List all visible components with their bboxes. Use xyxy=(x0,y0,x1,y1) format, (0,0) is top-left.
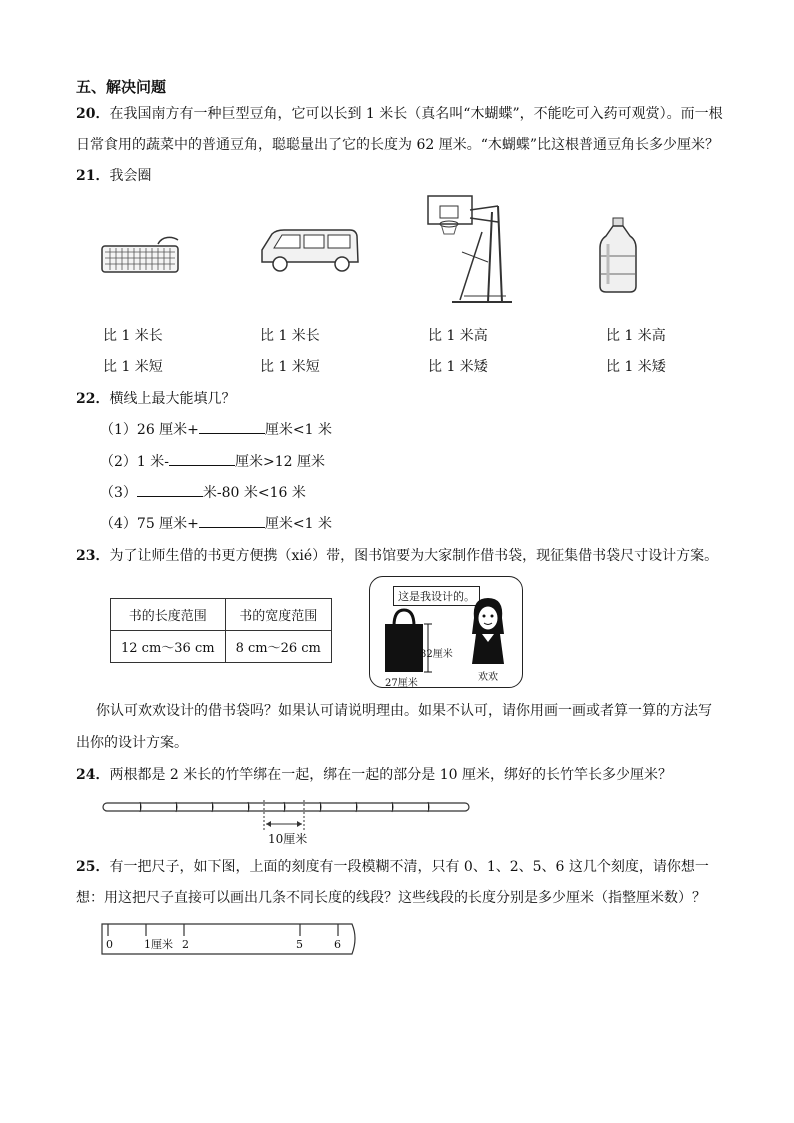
q22-item2-post: 厘米>12 厘米 xyxy=(235,454,325,470)
q20-text1: 在我国南方有一种巨型豆角，它可以长到 1 米长（真名叫“木蝴蝶”，不能吃可入药可观赏）。而一根 xyxy=(109,106,723,122)
ruler-label-6: 6 xyxy=(334,938,341,951)
q21-item1-opt1[interactable]: 比 1 米长 xyxy=(103,328,163,344)
q22-title-line xyxy=(76,388,756,408)
bag-width-label: 27厘米 xyxy=(385,678,418,689)
q22-item2-pre: （2）1 米- xyxy=(100,454,169,470)
q20-line1 xyxy=(76,103,756,123)
q21-item3-opt2[interactable]: 比 1 米矮 xyxy=(428,359,488,375)
overlap-length-label: 10厘米 xyxy=(268,832,308,846)
q22-item2 xyxy=(100,451,325,471)
table-header-length: 书的长度范围 xyxy=(111,599,226,631)
water-bottle-icon xyxy=(596,216,640,294)
q22-item4-blank[interactable] xyxy=(199,515,265,528)
tote-bag-icon xyxy=(382,608,442,676)
q23-body1: 你认可欢欢设计的借书袋吗？如果认可请说明理由。如果不认可，请你用画一画或者算一算的方法写 xyxy=(96,703,712,719)
q23-text1: 为了让师生借的书更方便携（xié）带，图书馆要为大家制作借书袋，现征集借书袋尺寸设计方案。 xyxy=(109,548,719,564)
q24-number: 24． xyxy=(76,767,110,783)
q24-line xyxy=(76,764,756,784)
q22-item4-pre: （4）75 厘米+ xyxy=(100,516,199,532)
ruler-diagram xyxy=(100,920,360,960)
q21-item2-opt2[interactable]: 比 1 米短 xyxy=(260,359,320,375)
q21-title-line xyxy=(76,165,756,185)
ruler-label-1: 1厘米 xyxy=(144,938,173,951)
table-cell-width: 8 cm～26 cm xyxy=(225,631,331,663)
q22-item1-blank[interactable] xyxy=(199,421,265,434)
speech-bubble: 这是我设计的。 xyxy=(393,586,480,606)
q25-text1: 有一把尺子，如下图，上面的刻度有一段模糊不清，只有 0、1、2、5、6 这几个刻度，请你想一 xyxy=(109,859,709,875)
q21-item4-opt2[interactable]: 比 1 米矮 xyxy=(606,359,666,375)
basketball-hoop-icon xyxy=(422,192,518,310)
q22-item3-blank[interactable] xyxy=(137,484,203,497)
q20-number: 20． xyxy=(76,106,110,122)
van-icon xyxy=(258,226,362,276)
q22-item1 xyxy=(100,419,332,439)
bag-height-label: 32厘米 xyxy=(420,649,453,660)
q20-text2: 日常食用的蔬菜中的普通豆角，聪聪量出了它的长度为 62 厘米。“木蝴蝶”比这根普通豆角长多少厘米？ xyxy=(76,137,720,153)
ruler-label-2: 2 xyxy=(182,938,189,951)
ruler-label-0: 0 xyxy=(106,938,113,951)
q25-text2: 想：用这把尺子直接可以画出几条不同长度的线段？这些线段的长度分别是多少厘米（指整厘米数）？ xyxy=(76,890,706,906)
q22-title: 横线上最大能填几？ xyxy=(109,391,236,407)
q24-text: 两根都是 2 米长的竹竿绑在一起，绑在一起的部分是 10 厘米，绑好的长竹竿长多少厘米？ xyxy=(109,767,673,783)
q22-item3-pre: （3） xyxy=(100,485,137,501)
q22-item3-post: 米-80 米<16 米 xyxy=(202,485,306,501)
q22-item1-post: 厘米<1 米 xyxy=(264,422,332,438)
q22-number: 22． xyxy=(76,391,110,407)
q22-item4-post: 厘米<1 米 xyxy=(264,516,332,532)
q25-number: 25． xyxy=(76,859,110,875)
keyboard-icon xyxy=(100,232,184,276)
q21-item2-opt1[interactable]: 比 1 米长 xyxy=(260,328,320,344)
q21-item3-opt1[interactable]: 比 1 米高 xyxy=(428,328,488,344)
book-size-table xyxy=(110,598,332,663)
q22-item3 xyxy=(100,482,306,502)
q25-line1 xyxy=(76,856,756,876)
q22-item1-pre: （1）26 厘米+ xyxy=(100,422,199,438)
section-title: 五、解决问题 xyxy=(76,78,167,96)
table-header-width: 书的宽度范围 xyxy=(225,599,331,631)
q21-number: 21． xyxy=(76,168,110,184)
ruler-label-5: 5 xyxy=(296,938,303,951)
q21-item1-opt2[interactable]: 比 1 米短 xyxy=(103,359,163,375)
q22-item2-blank[interactable] xyxy=(169,453,235,466)
q21-title: 我会圈 xyxy=(109,168,152,184)
q21-item4-opt1[interactable]: 比 1 米高 xyxy=(606,328,666,344)
q23-line1 xyxy=(76,545,756,565)
q23-number: 23． xyxy=(76,548,110,564)
q23-body2: 出你的设计方案。 xyxy=(76,735,188,751)
table-cell-length: 12 cm～36 cm xyxy=(111,631,226,663)
q22-item4 xyxy=(100,513,332,533)
girl-icon xyxy=(466,594,510,666)
girl-name-label: 欢欢 xyxy=(478,672,498,683)
